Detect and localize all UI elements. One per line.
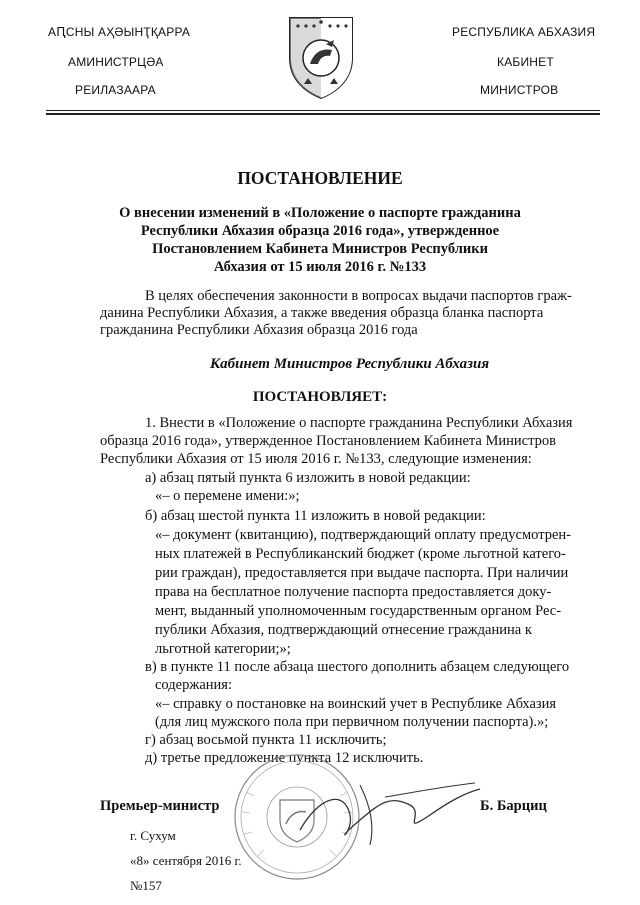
- signatory-name: Б. Барциц: [480, 798, 547, 814]
- resolves-heading: ПОСТАНОВЛЯЕТ:: [252, 389, 388, 405]
- subject-line-3: Постановлением Кабинета Министров Республики: [152, 241, 488, 257]
- item-c-continuation: содержания:: [155, 677, 233, 693]
- preamble-line-3: гражданина Республики Абхазия образца 2016 года: [100, 322, 418, 338]
- signatory-position: Премьер-министр: [100, 798, 220, 814]
- header-right-line-3: МИНИСТРОВ: [480, 83, 559, 97]
- header-left-line-1: АԤСНЫ АҲӘЫНҬҚАРРА: [48, 25, 191, 39]
- document-number: №157: [130, 878, 162, 893]
- item-b-quote-7: льготной категории;»;: [155, 641, 291, 657]
- abkhazia-emblem-icon: [286, 14, 356, 100]
- preamble-line-1: В целях обеспечения законности в вопросах выдачи паспортов граж-: [145, 288, 572, 304]
- item-c: в) в пункте 11 после абзаца шестого дополнить абзацем следующего: [145, 659, 570, 675]
- item-a: а) абзац пятый пункта 6 изложить в новой редакции:: [145, 470, 471, 486]
- item-c-quote-1: «– справку о постановке на воинский учет в Республике Абхазия: [155, 696, 557, 712]
- handwritten-signature: [290, 775, 490, 855]
- item-d: д) третье предложение пункта 12 исключить.: [145, 750, 424, 766]
- item-b-quote-5: мент, выданный уполномоченным государственным органом Рес-: [155, 603, 562, 619]
- item1-line-2: образца 2016 года», утвержденное Постановлением Кабинета Министров: [100, 433, 556, 449]
- signing-place: г. Сухум: [130, 828, 176, 843]
- item-a-quote: «– о перемене имени:»;: [155, 488, 300, 504]
- item-b-quote-6: публики Абхазия, подтверждающий отнесение гражданина к: [155, 622, 532, 638]
- header-rule-bottom: [46, 113, 600, 115]
- item-b-quote-2: ных платежей в Республиканский бюджет (кроме льготной катего-: [155, 546, 566, 562]
- item-g: г) абзац восьмой пункта 11 исключить;: [145, 732, 387, 748]
- item-c-quote-2: (для лиц мужского пола при первичном получении паспорта).»;: [155, 714, 549, 730]
- item1-line-1: 1. Внести в «Положение о паспорте гражданина Республики Абхазия: [145, 415, 573, 431]
- body-heading: Кабинет Министров Республики Абхазия: [210, 356, 490, 372]
- subject-line-1: О внесении изменений в «Положение о паспорте гражданина: [119, 205, 521, 221]
- header-right-line-2: КАБИНЕТ: [497, 55, 554, 69]
- header-left-line-2: АМИНИСТРЦӘА: [68, 55, 164, 69]
- item-b-quote-1: «– документ (квитанцию), подтверждающий оплату предусмотрен-: [155, 527, 571, 543]
- header-left-line-3: РЕИЛАЗААРА: [75, 83, 156, 97]
- preamble-line-2: данина Республики Абхазия, а также введения образца бланка паспорта: [100, 305, 544, 321]
- signing-date: «8» сентября 2016 г.: [130, 853, 242, 868]
- item1-line-3: Республики Абхазия от 15 июля 2016 г. №133, следующие изменения:: [100, 451, 532, 467]
- document-title: ПОСТАНОВЛЕНИЕ: [237, 168, 403, 188]
- header-right-line-1: РЕСПУБЛИКА АБХАЗИЯ: [452, 25, 596, 39]
- subject-line-2: Республики Абхазия образца 2016 года», утвержденное: [140, 223, 500, 239]
- item-b: б) абзац шестой пункта 11 изложить в новой редакции:: [145, 508, 486, 524]
- item-b-quote-3: рии граждан), предоставляется при выдаче паспорта. При наличии: [155, 565, 569, 581]
- subject-line-4: Абхазия от 15 июля 2016 г. №133: [213, 259, 427, 275]
- item-b-quote-4: права на бесплатное получение паспорта предоставляется доку-: [155, 584, 552, 600]
- header-rule-top: [46, 110, 600, 111]
